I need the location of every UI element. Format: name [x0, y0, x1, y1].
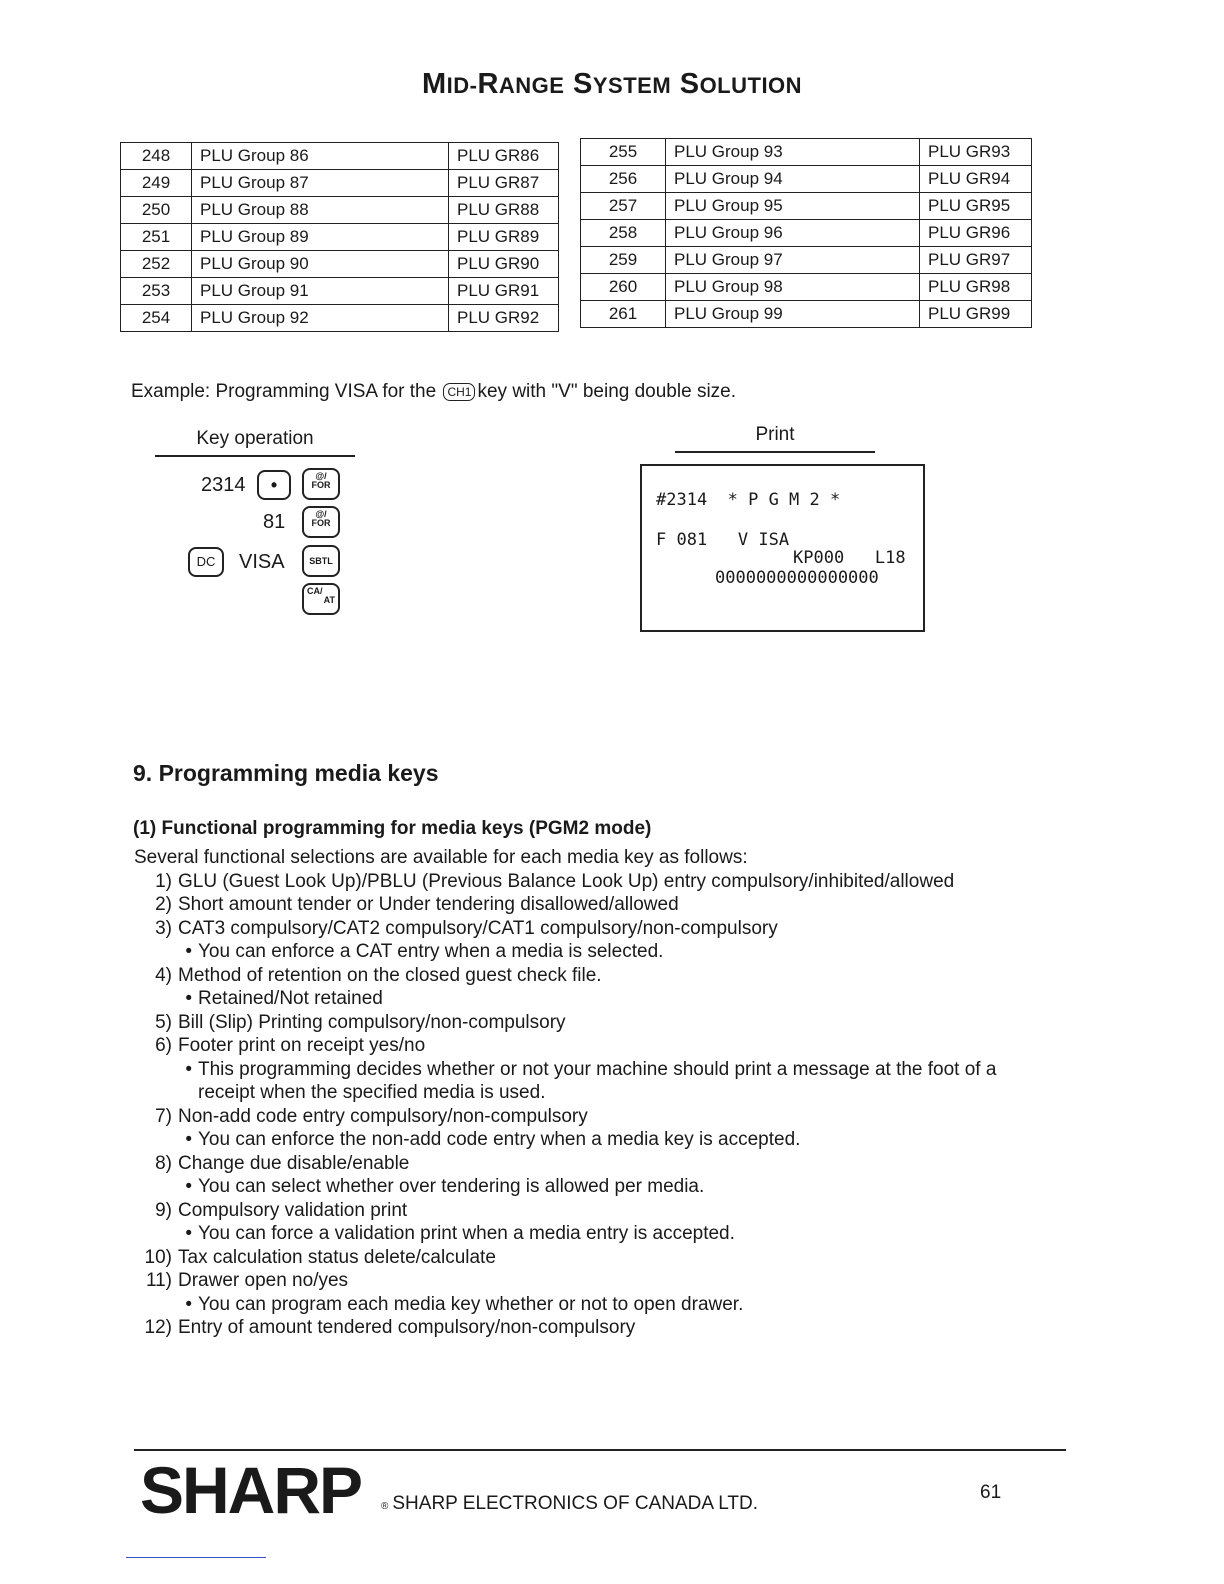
company-text: SHARP ELECTRONICS OF CANADA LTD.: [392, 1493, 759, 1514]
row-number: 254: [121, 305, 192, 332]
table-row: [121, 224, 559, 251]
item-text: Change due disable/enable: [178, 1152, 410, 1174]
row-code: PLU GR87: [449, 170, 559, 197]
table-row: [581, 274, 1032, 301]
dot-key: •: [257, 470, 291, 500]
table-row: [121, 143, 559, 170]
row-description: PLU Group 98: [666, 274, 920, 301]
table-row: [121, 197, 559, 224]
item-text: Compulsory validation print: [178, 1199, 408, 1221]
section-body: [134, 846, 1034, 1340]
list-item: [134, 1011, 1034, 1035]
item-text: Bill (Slip) Printing compulsory/non-compulsory: [178, 1011, 566, 1033]
for-key: [302, 506, 340, 538]
item-number: 5): [155, 1011, 172, 1033]
receipt-printout: [640, 464, 925, 632]
table-row: [581, 193, 1032, 220]
example-prefix: Example: Programming VISA for the: [131, 381, 437, 402]
item-number: 11): [145, 1270, 172, 1291]
row2-value: 81: [263, 511, 286, 533]
row-code: PLU GR95: [920, 193, 1032, 220]
list-item: [134, 1105, 1034, 1129]
row-number: 256: [581, 166, 666, 193]
table-row: [581, 166, 1032, 193]
item-text: You can force a validation print when a media entry is accepted.: [198, 1223, 735, 1244]
row-number: 259: [581, 247, 666, 274]
row-description: PLU Group 89: [192, 224, 449, 251]
row-description: PLU Group 90: [192, 251, 449, 278]
row-code: PLU GR94: [920, 166, 1032, 193]
item-text: Entry of amount tendered compulsory/non-compulsory: [178, 1317, 636, 1338]
for-key-bottom: FOR: [311, 480, 331, 491]
row3-value: VISA: [239, 551, 285, 573]
row-description: PLU Group 95: [666, 193, 920, 220]
table-row: [581, 139, 1032, 166]
row-code: PLU GR89: [449, 224, 559, 251]
receipt-line: KP000 L18: [793, 548, 906, 568]
title-part: ID: [446, 73, 470, 98]
ca-at-key: [302, 583, 340, 615]
ch1-key: CH1: [443, 383, 475, 401]
item-number: •: [185, 988, 192, 1009]
title-part: ANGE: [498, 73, 565, 98]
ca-at-key-top: CA/: [307, 586, 323, 596]
item-number: 9): [155, 1199, 172, 1221]
row-description: PLU Group 91: [192, 278, 449, 305]
intro-text: Several functional selections are available for each media key as follows:: [134, 847, 748, 868]
plu-table-left: [120, 142, 559, 332]
table-row: [121, 305, 559, 332]
receipt-line: #2314 * P G M 2 *: [656, 490, 841, 510]
list-item: [134, 870, 1034, 894]
list-item: [134, 893, 1034, 917]
example-line: [131, 381, 736, 403]
item-text: Method of retention on the closed guest check file.: [178, 964, 602, 986]
item-text: GLU (Guest Look Up)/PBLU (Previous Balance Look Up) entry compulsory/inhibited/allowed: [178, 870, 955, 892]
row-code: PLU GR92: [449, 305, 559, 332]
item-text: Retained/Not retained: [198, 988, 383, 1009]
title-part: S: [671, 68, 700, 100]
divider: [155, 455, 355, 457]
section-subtitle: (1) Functional programming for media keys (PGM2 mode): [133, 818, 652, 839]
table-row: [581, 301, 1032, 328]
item-number: 3): [155, 917, 172, 939]
row-number: 255: [581, 139, 666, 166]
item-number: 10): [144, 1246, 172, 1268]
item-number: 6): [155, 1035, 172, 1056]
ca-at-key-bottom: AT: [323, 595, 335, 606]
item-number: 1): [155, 870, 172, 892]
item-number: 8): [155, 1152, 172, 1174]
item-number: 2): [155, 894, 172, 915]
for-key-top: @/: [315, 509, 327, 519]
item-text: You can program each media key whether or not to open drawer.: [198, 1293, 744, 1315]
title-part: -: [469, 73, 478, 98]
item-number: 4): [155, 964, 172, 986]
row1-value: 2314: [201, 474, 246, 496]
bullet-item: [134, 1222, 1034, 1246]
row-description: PLU Group 86: [192, 143, 449, 170]
title-part: OLUTION: [699, 73, 803, 98]
row-code: PLU GR98: [920, 274, 1032, 301]
row-code: PLU GR99: [920, 301, 1032, 328]
item-number: •: [185, 1223, 192, 1244]
row-number: 258: [581, 220, 666, 247]
table-row: [121, 278, 559, 305]
bullet-item: [134, 1175, 1034, 1199]
divider: [675, 451, 875, 453]
bullet-item: [134, 940, 1034, 964]
dc-key: DC: [188, 547, 224, 577]
item-number: 12): [144, 1317, 172, 1338]
item-number: •: [185, 941, 192, 962]
receipt-line: F 081 V ISA: [656, 530, 790, 550]
print-header: Print: [755, 424, 795, 445]
row-number: 260: [581, 274, 666, 301]
divider: [126, 1557, 266, 1558]
bullet-item: [134, 1128, 1034, 1152]
title-part: YSTEM: [592, 73, 672, 98]
sbtl-key: SBTL: [302, 545, 340, 577]
row-number: 250: [121, 197, 192, 224]
row-code: PLU GR91: [449, 278, 559, 305]
title-part: M: [421, 68, 447, 100]
row-description: PLU Group 96: [666, 220, 920, 247]
row-number: 261: [581, 301, 666, 328]
row-description: PLU Group 87: [192, 170, 449, 197]
row-number: 252: [121, 251, 192, 278]
row-code: PLU GR86: [449, 143, 559, 170]
item-number: •: [185, 1129, 192, 1150]
sharp-logo: SHARP: [140, 1453, 362, 1527]
company-name: [381, 1493, 758, 1515]
page-title: [0, 68, 1224, 101]
title-part: S: [564, 68, 593, 100]
footer-divider: [134, 1449, 1066, 1451]
example-suffix: key with "V" being double size.: [477, 381, 737, 402]
item-text: This programming decides whether or not your machine should print a message at the foot of a receipt when the specified media is used.: [198, 1058, 997, 1103]
item-number: •: [185, 1293, 192, 1315]
row-number: 251: [121, 224, 192, 251]
table-row: [121, 170, 559, 197]
item-text: You can enforce the non-add code entry when a media key is accepted.: [198, 1129, 801, 1150]
list-item: [134, 1269, 1034, 1293]
item-text: You can enforce a CAT entry when a media is selected.: [198, 941, 664, 962]
row-number: 253: [121, 278, 192, 305]
item-number: 7): [155, 1105, 172, 1127]
item-text: Drawer open no/yes: [178, 1270, 349, 1291]
for-key-bottom: FOR: [311, 518, 331, 529]
item-number: •: [185, 1176, 192, 1197]
receipt-line: 0000000000000000: [715, 568, 879, 588]
row-code: PLU GR88: [449, 197, 559, 224]
row-code: PLU GR97: [920, 247, 1032, 274]
list-item: [134, 1034, 1034, 1058]
title-part: R: [477, 68, 499, 100]
table-row: [121, 251, 559, 278]
list-item: [134, 1199, 1034, 1223]
list-item: [134, 917, 1034, 941]
row-description: PLU Group 93: [666, 139, 920, 166]
row-number: 249: [121, 170, 192, 197]
for-key: [302, 468, 340, 500]
row-description: PLU Group 97: [666, 247, 920, 274]
item-text: Non-add code entry compulsory/non-compulsory: [178, 1105, 588, 1127]
row-number: 257: [581, 193, 666, 220]
row-code: PLU GR96: [920, 220, 1032, 247]
row-description: PLU Group 99: [666, 301, 920, 328]
row-description: PLU Group 94: [666, 166, 920, 193]
item-text: You can select whether over tendering is allowed per media.: [198, 1176, 705, 1197]
table-row: [581, 220, 1032, 247]
plu-table-right: [580, 138, 1032, 328]
table-row: [581, 247, 1032, 274]
list-item: [134, 1246, 1034, 1270]
row-code: PLU GR90: [449, 251, 559, 278]
item-text: Short amount tender or Under tendering disallowed/allowed: [178, 894, 679, 915]
item-text: Tax calculation status delete/calculate: [178, 1246, 496, 1268]
key-operation-header: Key operation: [196, 428, 314, 449]
item-number: •: [185, 1058, 192, 1080]
list-item: [134, 1316, 1034, 1340]
row-code: PLU GR93: [920, 139, 1032, 166]
page-number: 61: [980, 1482, 1002, 1503]
bullet-item: [134, 987, 1034, 1011]
row-number: 248: [121, 143, 192, 170]
for-key-top: @/: [315, 471, 327, 481]
registered-mark: ®: [381, 1501, 389, 1512]
list-item: [134, 1152, 1034, 1176]
item-text: CAT3 compulsory/CAT2 compulsory/CAT1 compulsory/non-compulsory: [178, 917, 778, 939]
item-text: Footer print on receipt yes/no: [178, 1035, 426, 1056]
section-title: 9. Programming media keys: [133, 760, 439, 786]
row-description: PLU Group 92: [192, 305, 449, 332]
option-list: [134, 870, 1034, 1340]
bullet-item: [134, 1293, 1034, 1317]
list-item: [134, 964, 1034, 988]
bullet-item: [134, 1058, 1034, 1105]
row-description: PLU Group 88: [192, 197, 449, 224]
